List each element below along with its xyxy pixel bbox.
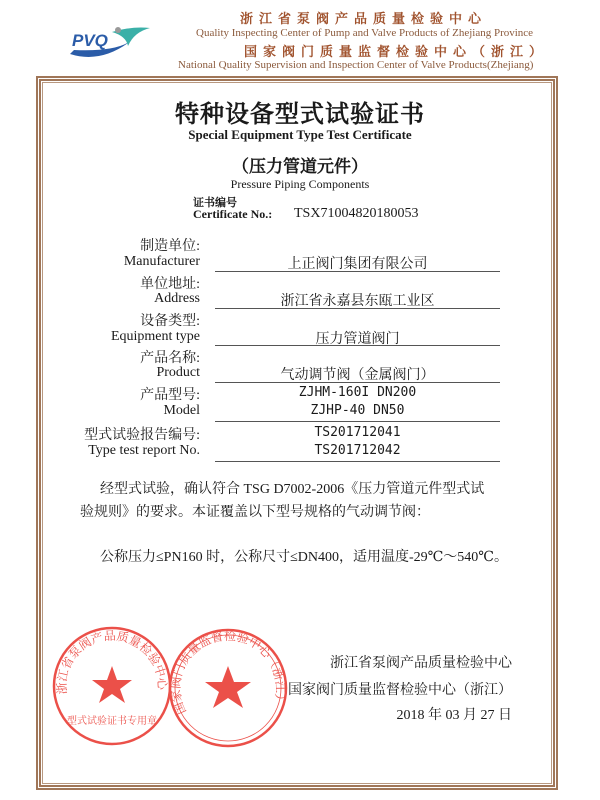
field-underline — [215, 345, 500, 346]
address-label-cn: 单位地址: — [140, 277, 200, 292]
equipment-type-label-en: Equipment type — [110, 329, 200, 344]
equipment-type-value: 压力管道阀门 — [315, 332, 400, 347]
address-label-en: Address — [154, 291, 200, 306]
left-seal-bottom: 型式试验证书专用章 — [67, 716, 157, 727]
report-no-value-1: TS201712041 — [314, 425, 401, 440]
title-cn: 特种设备型式试验证书 — [175, 100, 425, 128]
org2-en: National Quality Supervision and Inspection Center of Valve Products(Zhejiang) — [178, 59, 534, 71]
cert-no-label-cn: 证书编号 — [193, 197, 237, 209]
model-label-cn: 产品型号: — [140, 388, 200, 403]
signature-date: 2018 年 03 月 27 日 — [396, 708, 512, 723]
left-seal-text: 浙江省泵阀产品质量检验中心 — [54, 628, 170, 695]
field-underline — [215, 461, 500, 462]
equipment-type-label-cn: 设备类型: — [140, 314, 200, 329]
product-value: 气动调节阀（金属阀门） — [280, 368, 435, 383]
cert-no-label-en: Certificate No.: — [193, 207, 273, 221]
body-line-2: 验规则》的要求。本证覆盖以下型号规格的气动调节阀： — [80, 505, 430, 520]
svg-text:PVQ: PVQ — [72, 31, 108, 50]
manufacturer-label-cn: 制造单位: — [140, 239, 200, 254]
field-underline — [215, 421, 500, 422]
cert-no-value: TSX71004820180053 — [294, 206, 419, 221]
org1-cn: 浙江省泵阀产品质量检验中心 — [240, 11, 488, 26]
address-value: 浙江省永嘉县东瓯工业区 — [280, 294, 435, 309]
model-label-en: Model — [163, 403, 200, 418]
title-en: Special Equipment Type Test Certificate — [188, 127, 412, 142]
right-seal-text: 国家阀门质量监督检验中心（浙江） — [168, 628, 288, 717]
report-no-label-cn: 型式试验报告编号: — [84, 428, 200, 443]
org2-cn: 国家阀门质量监督检验中心（浙江） — [244, 44, 549, 59]
report-no-value-2: TS201712042 — [314, 443, 401, 458]
official-seals — [50, 618, 290, 758]
signature-org1: 浙江省泵阀产品质量检验中心 — [330, 656, 512, 671]
product-label-cn: 产品名称: — [140, 351, 200, 366]
pvq-logo — [62, 20, 152, 60]
field-underline — [215, 271, 500, 272]
subtitle-cn: （压力管道元件） — [232, 157, 368, 177]
signature-org2: 国家阀门质量监督检验中心（浙江） — [288, 683, 512, 698]
manufacturer-label-en: Manufacturer — [123, 254, 200, 269]
body-line-3: 公称压力≤PN160 时，公称尺寸≤DN400，适用温度-29℃～540℃。 — [100, 550, 508, 565]
product-label-en: Product — [156, 365, 200, 380]
manufacturer-value: 上正阀门集团有限公司 — [287, 257, 428, 272]
org1-en: Quality Inspecting Center of Pump and Valve Products of Zhejiang Province — [196, 27, 534, 39]
model-value-1: ZJHM-160I DN200 — [298, 385, 417, 400]
field-underline — [215, 308, 500, 309]
subtitle-en: Pressure Piping Components — [230, 177, 370, 191]
report-no-label-en: Type test report No. — [88, 443, 200, 458]
model-value-2: ZJHP-40 DN50 — [310, 403, 405, 418]
field-underline — [215, 382, 500, 383]
body-line-1: 经型式试验，确认符合 TSG D7002-2006《压力管道元件型式试 — [100, 482, 485, 497]
